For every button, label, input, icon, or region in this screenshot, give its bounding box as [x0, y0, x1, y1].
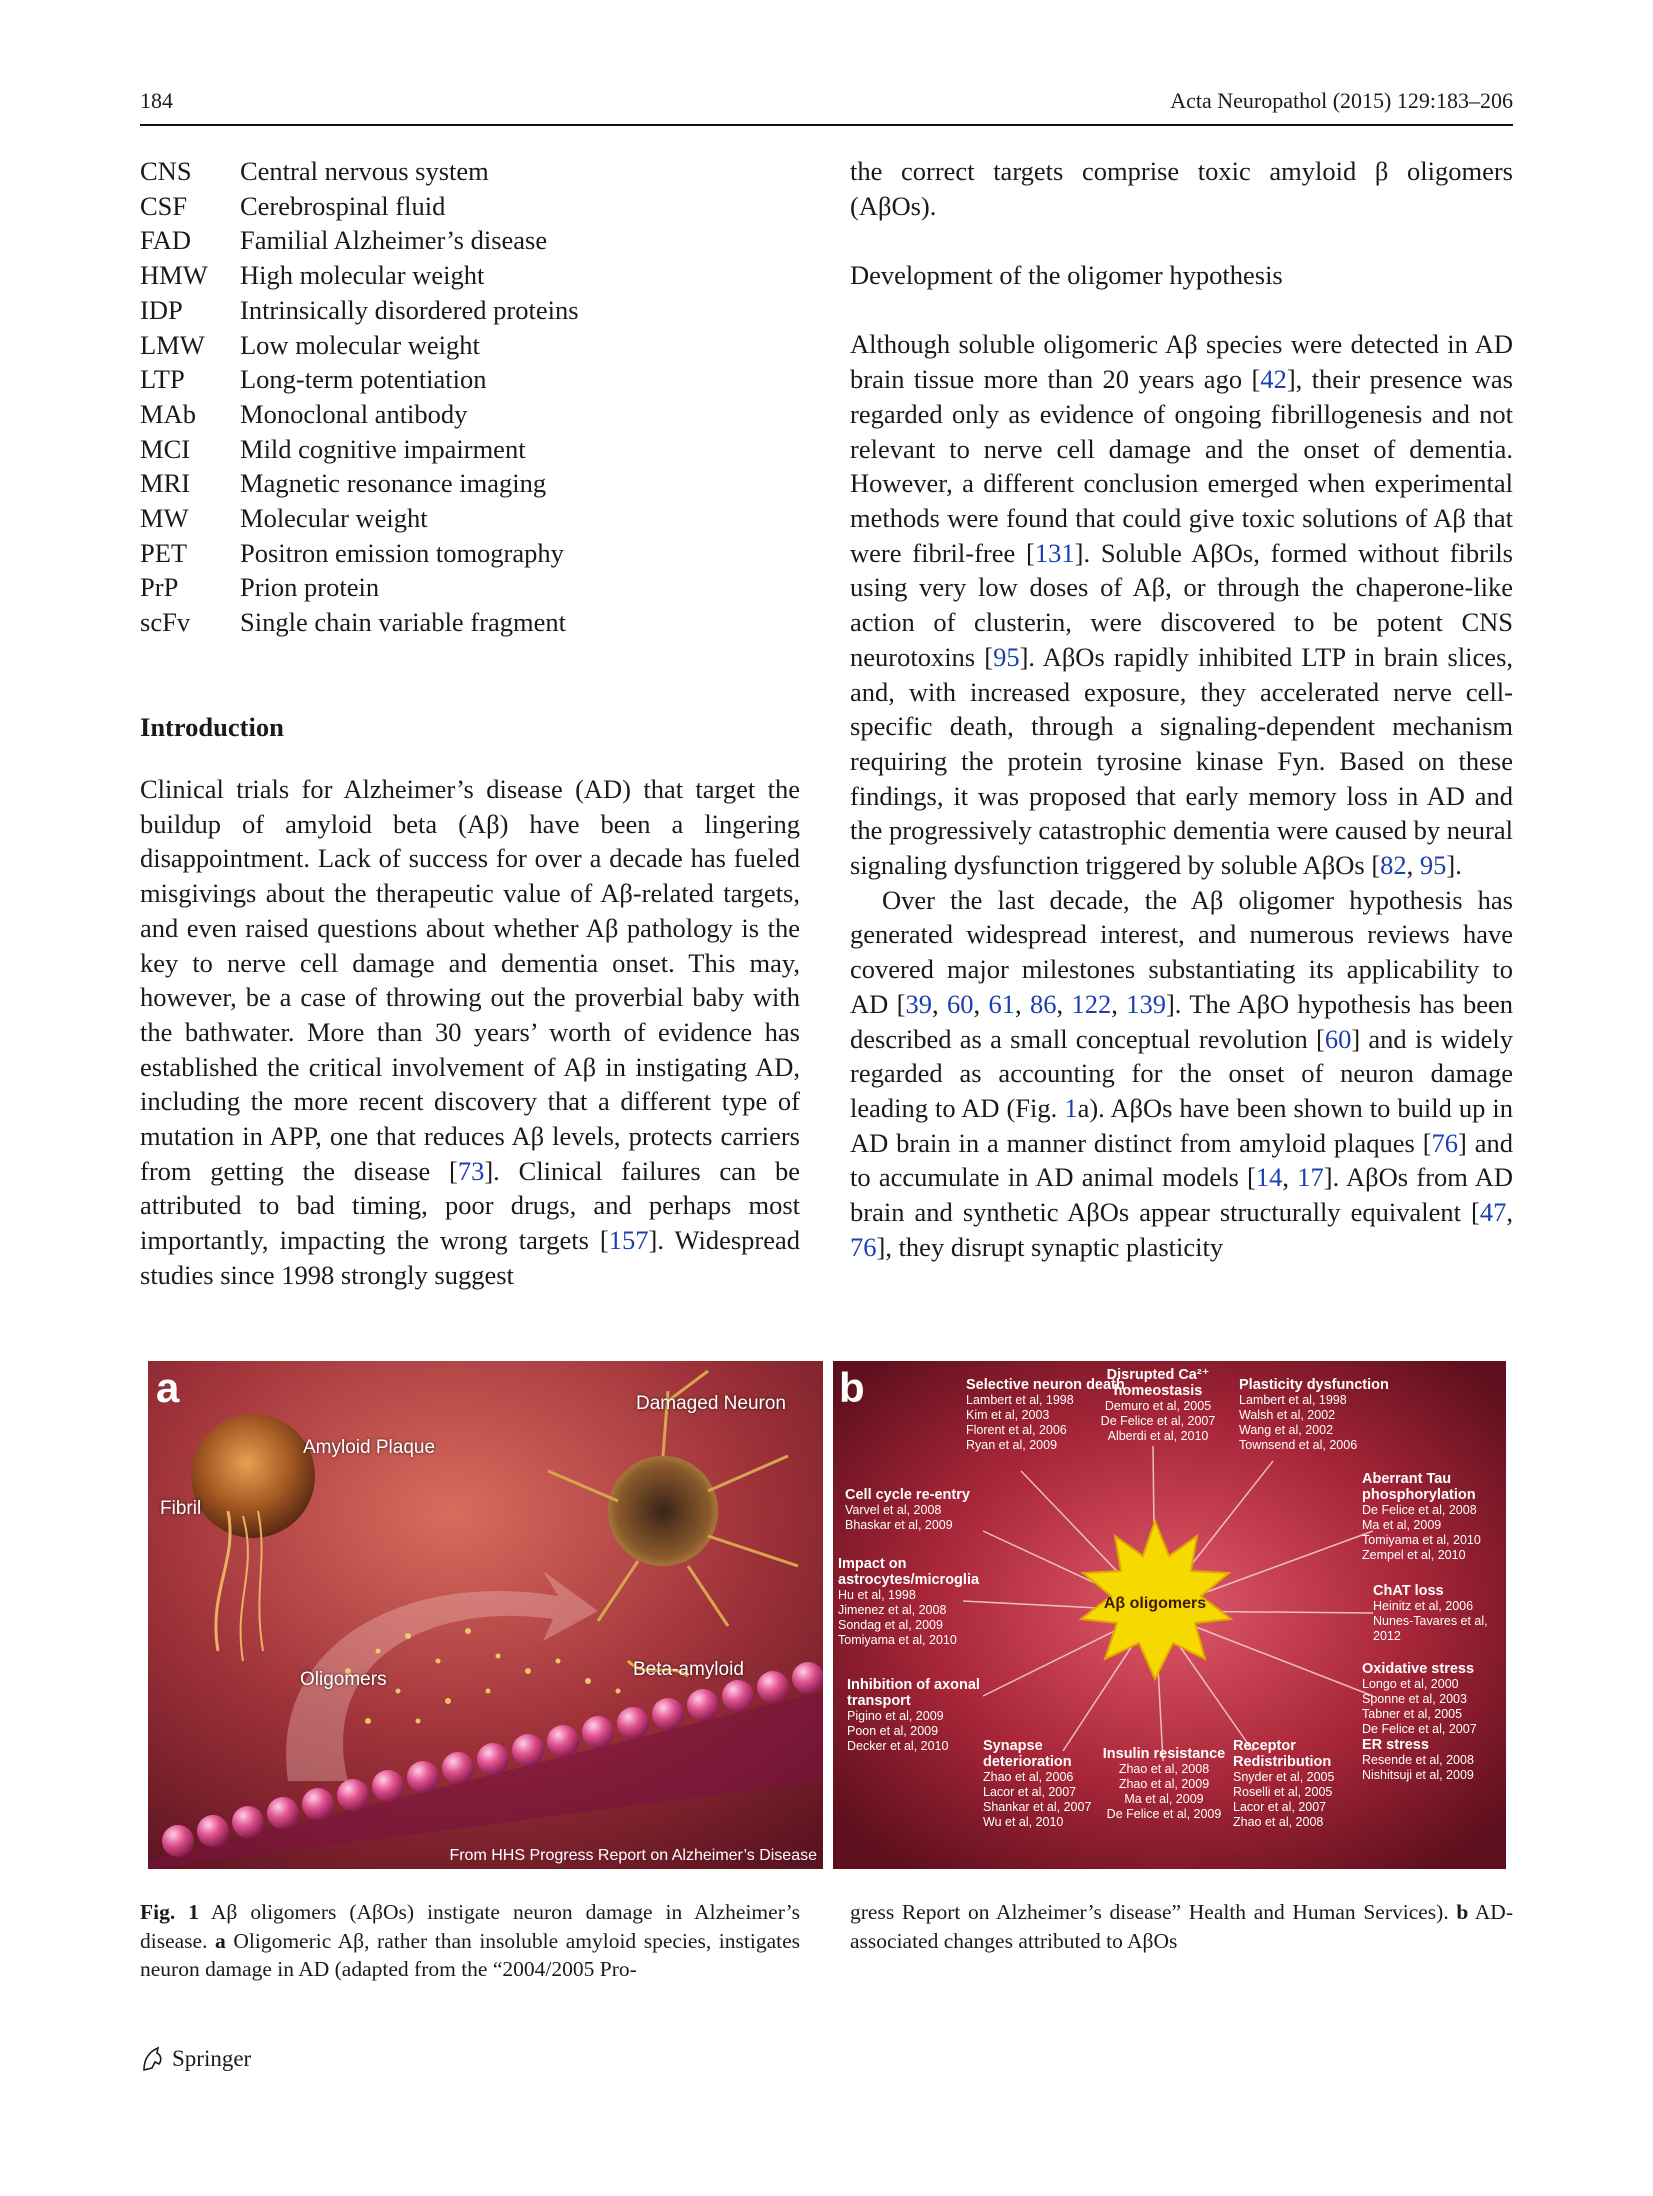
paragraph: the correct targets comprise toxic amyloid β oligomers (AβOs). [850, 156, 1513, 221]
figure-caption-left: Fig. 1 Aβ oligomers (AβOs) instigate neuron damage in Alzheimer’s disease. a Oligomeric Aβ, rather than insoluble amyloid species, instigates neuron damage in AD (adapted from the “2004/2005 Pro- [140, 1900, 800, 1981]
subsection-heading: Development of the oligomer hypothesis [850, 260, 1283, 291]
publisher-footer [140, 2046, 251, 2072]
figure-link[interactable]: 1 [1064, 1092, 1078, 1123]
abbreviation-list [140, 154, 800, 640]
publisher-name: Springer [172, 2046, 252, 2071]
block-synapse-deterioration: Synapse deterioration Zhao et al, 2006 Lacor et al, 2007 Shankar et al, 2007 Wu et al, 2010 [983, 1738, 1092, 1829]
reference-link[interactable]: 82 [1380, 850, 1407, 881]
block-receptor-redistribution: Receptor Redistribution Snyder et al, 2005 Roselli et al, 2005 Lacor et al, 2007 Zhao et al, 2008 [1233, 1738, 1335, 1829]
abbreviation-row: MAb Monoclonal antibody [140, 398, 468, 429]
block-selective-neuron-death: Selective neuron death Lambert et al, 1998 Kim et al, 2003 Florent et al, 2006 Ryan et al, 2009 [966, 1377, 1125, 1452]
abbreviation-row: CNS Central nervous system [140, 156, 489, 186]
reference-link[interactable]: 61 [988, 988, 1015, 1019]
block-plasticity-dysfunction: Plasticity dysfunction Lambert et al, 1998 Walsh et al, 2002 Wang et al, 2002 Townsend et al, 2006 [1239, 1377, 1389, 1452]
figure-credit: From HHS Progress Report on Alzheimer’s Disease [449, 1847, 817, 1864]
label-amyloid-plaque: Amyloid Plaque [303, 1437, 436, 1458]
reference-link[interactable]: 39 [905, 988, 932, 1019]
figure-panel-a [148, 1361, 823, 1869]
running-header [140, 88, 1513, 126]
intro-text [140, 772, 800, 1293]
reference-link[interactable]: 139 [1126, 988, 1166, 1019]
reference-link[interactable]: 47 [1479, 1197, 1507, 1228]
figure-caption-right: gress Report on Alzheimer’s disease” Health and Human Services). b AD-associated changes attributed to AβOs [850, 1900, 1513, 1953]
label-damaged-neuron: Damaged Neuron [636, 1393, 786, 1414]
reference-link[interactable]: 14 [1255, 1162, 1283, 1193]
block-axonal-transport: Inhibition of axonal transport Pigino et al, 2009 Poon et al, 2009 Decker et al, 2010 [847, 1677, 980, 1753]
label-fibril: Fibril [160, 1498, 202, 1519]
reference-link[interactable]: 17 [1297, 1162, 1324, 1193]
abbreviation-row: LMW Low molecular weight [140, 329, 480, 360]
reference-link[interactable]: 60 [946, 988, 974, 1019]
body-text-right [850, 154, 1513, 1264]
block-cell-cycle: Cell cycle re-entry Varvel et al, 2008 Bhaskar et al, 2009 [845, 1487, 970, 1532]
abbreviation-row: MRI Magnetic resonance imaging [140, 468, 547, 499]
abbreviation-row: HMW High molecular weight [140, 260, 485, 291]
reference-link[interactable]: 42 [1260, 364, 1287, 395]
block-oxidative-stress: Oxidative stress Longo et al, 2000 Sponne et al, 2003 Tabner et al, 2005 De Felice et al, 2007 ER stress Resende et al, 2008 Nishitsuji et al, 2009 [1362, 1661, 1502, 1783]
block-er-stress-title: ER stress [1362, 1737, 1429, 1753]
block-insulin-resistance: Insulin resistance Zhao et al, 2008 Zhao et al, 2009 Ma et al, 2009 De Felice et al, 2009 [1102, 1746, 1226, 1821]
abbreviation-row: LTP Long-term potentiation [140, 364, 487, 395]
reference-link[interactable]: 76 [850, 1231, 877, 1262]
abbreviation-row: CSF Cerebrospinal fluid [140, 190, 446, 221]
abbreviation-row: IDP Intrinsically disordered proteins [140, 294, 579, 325]
block-calcium-homeostasis: Disrupted Ca²⁺ homeostasis Demuro et al, 2005 De Felice et al, 2007 Alberdi et al, 2010 [1100, 1367, 1216, 1443]
journal-citation: Acta Neuropathol (2015) 129:183–206 [1170, 88, 1513, 113]
paragraph: Although soluble oligomeric Aβ species were detected in AD brain tissue more than 20 years ago [42], their presence was regarded only as evidence of ongoing fibrillogenesis and not relevant to nerve cell damage and the onset of dementia. However, a different conclusion emerged when experimental methods were found that could give toxic solutions of Aβ that were fibril-free [131]. Soluble AβOs, formed without fibrils using very low doses of Aβ, or through the chaperone-like action of clusterin, were discovered to be potent CNS neurotoxins [95]. AβOs rapidly inhibited LTP in brain slices, and, with increased exposure, they accelerated nerve cell-specific death, through a signaling-dependent mechanism requiring the protein tyrosine kinase Fyn. Based on these findings, it was proposed that early memory loss in AD and the progressively catastrophic dementia were caused by neural signaling dysfunction triggered by soluble AβOs [82, 95]. [850, 329, 1514, 881]
label-beta-amyloid: Beta-amyloid [633, 1659, 744, 1680]
reference-link[interactable]: 73 [457, 1155, 485, 1186]
abbreviation-row: PrP Prion protein [140, 572, 380, 603]
section-heading: Introduction [140, 712, 284, 742]
abbreviation-row: MCI Mild cognitive impairment [140, 433, 526, 464]
panel-a-illustration [148, 1361, 823, 1869]
reference-link[interactable]: 157 [608, 1225, 649, 1256]
center-label: Aβ oligomers [1103, 1595, 1207, 1612]
paragraph: Over the last decade, the Aβ oligomer hypothesis has generated widespread interest, and numerous reviews have covered major milestones substantiating its applicability to AD [39, 60, 61, 86, 122, 139]. The AβO hypothesis has been described as a small conceptual revolution [60] and is widely regarded as accounting for the onset of neuron damage leading to AD (Fig. 1a). AβOs have been shown to build up in AD brain in a manner distinct from amyloid plaques [76] and to accumulate in AD animal models [14, 17]. AβOs from AD brain and synthetic AβOs appear structurally equivalent [47, 76], they disrupt synaptic plasticity [850, 884, 1514, 1262]
label-oligomers: Oligomers [300, 1669, 387, 1690]
reference-link[interactable]: 95 [993, 641, 1020, 672]
figure-panel-b [833, 1361, 1506, 1869]
panel-letter-a: a [156, 1364, 180, 1411]
figure-1 [148, 1361, 1506, 1869]
abbreviation-row: FAD Familial Alzheimer’s disease [140, 225, 548, 256]
block-astrocytes: Impact on astrocytes/microglia Hu et al, 1998 Jimenez et al, 2008 Sondag et al, 2009 Tomiyama et al, 2010 [838, 1556, 980, 1647]
panel-letter-b: b [839, 1364, 865, 1411]
abbreviation-row: PET Positron emission tomography [140, 537, 564, 568]
paragraph: Clinical trials for Alzheimer’s disease (AD) that target the buildup of amyloid beta (Aβ) have been a lingering disappointment. Lack of success for over a decade has fueled misgivings about the therapeutic value of Aβ-related targets, and even raised questions about whether Aβ pathology is the key to nerve cell damage and dementia onset. This may, however, be a case of throwing out the proverbial baby with the bathwater. More than 30 years’ worth of evidence has established the critical involvement of Aβ in instigating AD, including the more recent discovery that a different type of mutation in APP, one that reduces Aβ levels, protects carriers from getting the disease [73]. Clinical failures can be attributed to bad timing, poor drugs, and perhaps most importantly, impacting the wrong targets [157]. Widespread studies since 1998 strongly suggest [140, 774, 800, 1290]
block-chat-loss: ChAT loss Heinitz et al, 2006 Nunes-Tavares et al, 2012 [1373, 1583, 1488, 1643]
reference-link[interactable]: 60 [1324, 1023, 1352, 1054]
springer-horse-icon [140, 2046, 164, 2072]
reference-link[interactable]: 86 [1029, 988, 1057, 1019]
block-tau: Aberrant Tau phosphorylation De Felice et al, 2008 Ma et al, 2009 Tomiyama et al, 2010 Zempel et al, 2010 [1362, 1471, 1481, 1562]
reference-link[interactable]: 131 [1034, 537, 1075, 568]
page-number: 184 [140, 88, 173, 113]
reference-link[interactable]: 122 [1071, 988, 1112, 1019]
abbreviation-row: MW Molecular weight [140, 503, 428, 534]
abbreviation-row: scFv Single chain variable fragment [140, 607, 566, 638]
reference-link[interactable]: 95 [1419, 850, 1447, 881]
reference-link[interactable]: 76 [1431, 1127, 1459, 1158]
